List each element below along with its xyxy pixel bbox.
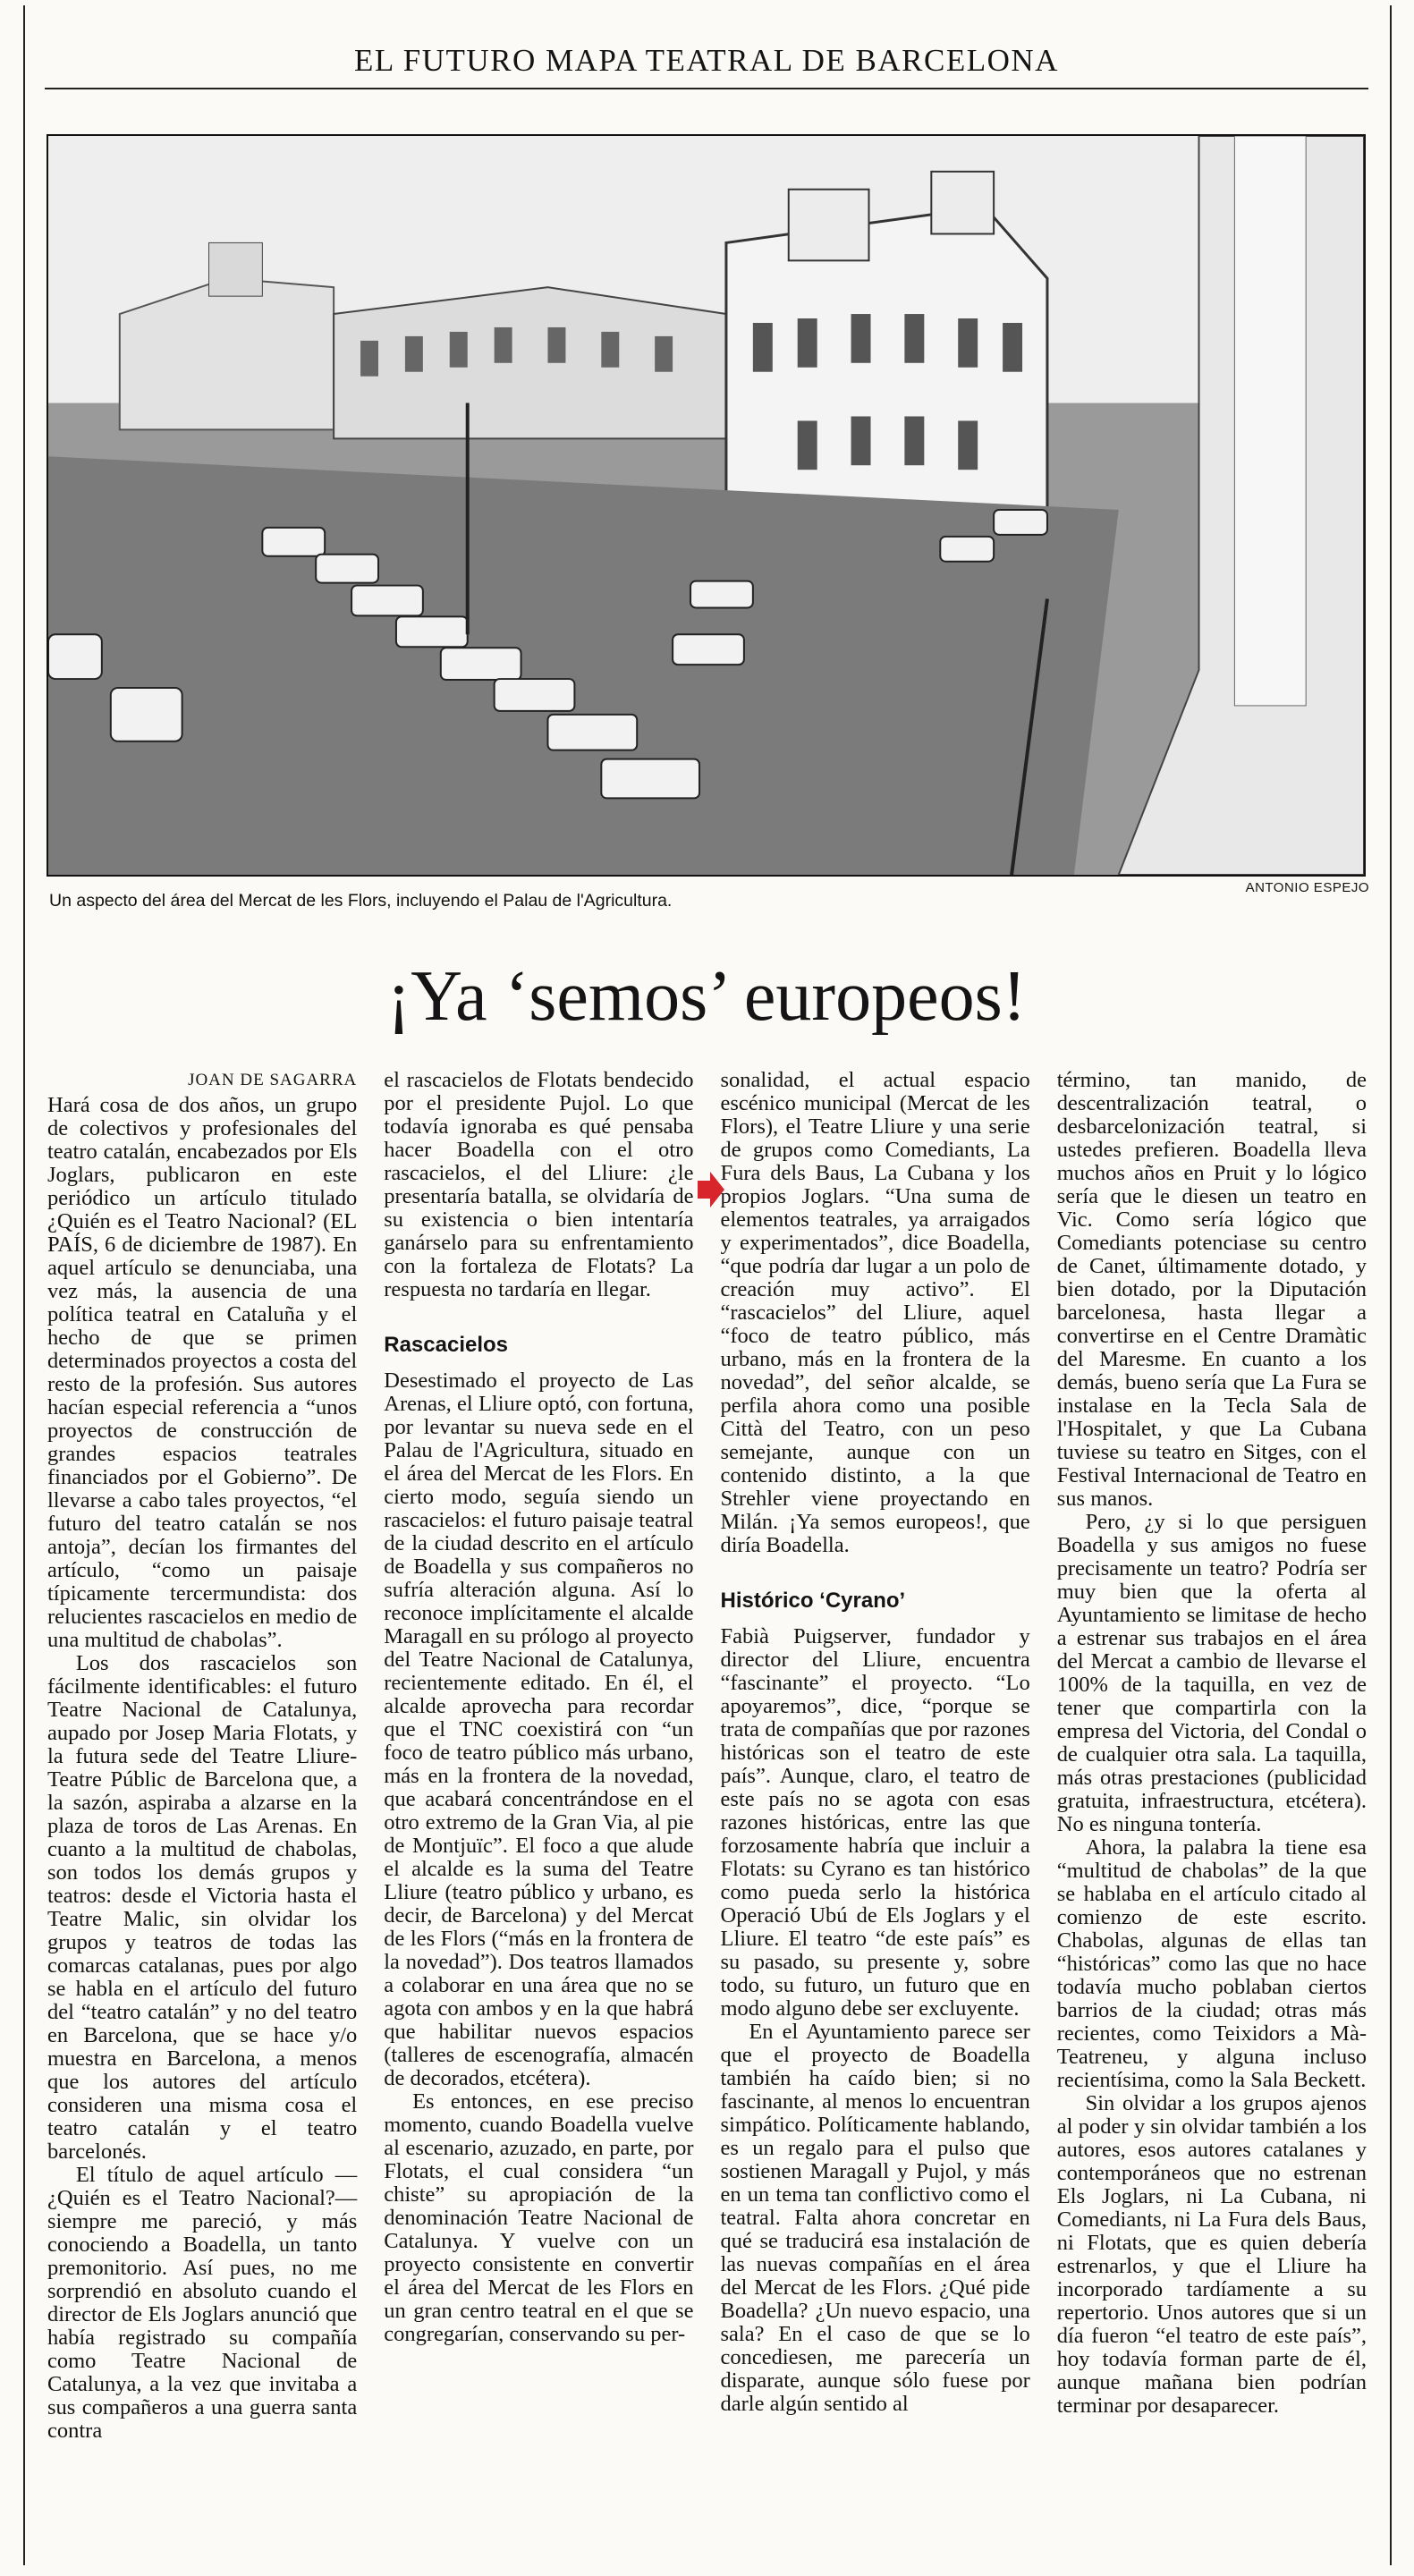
paragraph: Hará cosa de dos años, un grupo de colectivos y profesionales del teatro catalán, encabezados por Els Joglars, publicaron en este periódico un artículo titulado ¿Quién es el Teatro Nacional? (EL PAÍS, 6 de diciembre de 1987). En aquel artículo se denunciaba, una vez más, la ausencia de una política teatral en Cataluña y el hecho de que se primen determinados proyectos a costa del resto de la profesión. Sus autores hacían especial referencia a “unos proyectos de construcción de grandes espacios teatrales financiados por el Gobierno”. De llevarse a cabo tales proyectos, “el futuro del teatro catalán se nos antoja”, decían los firmantes del artículo, “como un paisaje típicamente tercermundista: dos relucientes rascacielos en medio de una multitud de chabolas”. bbox=[47, 1093, 358, 1652]
subheading: Rascacielos bbox=[384, 1333, 509, 1357]
paragraph: Fabià Puigserver, fundador y director del Lliure, encuentra “fascinante” el proyecto. “Lo apoyaremos”, dice, “porque se trata de compañías que por razones históricas son el teatro de este país”. Aunque, claro, el teatro de este país no se agota con esas razones históricas, entre las que forzosamente habría que incluir a Flotats: su Cyrano es tan histórico como pueda serlo la histórica Operació Ubú de Els Joglars y el Lliure. El teatro “de este país” es su pasado, su presente y, sobre todo, su futuro, un futuro que en modo alguno debe ser excluyente. bbox=[720, 1624, 1030, 2021]
article-column-4 bbox=[1057, 1069, 1367, 2443]
headline: ¡Ya ‘semos’ europeos! bbox=[386, 957, 1027, 1036]
photo-illustration bbox=[48, 136, 1364, 875]
paragraph: término, tan manido, de descentralización teatral, o desbarcelonización teatral, si ustedes prefieren. Boadella lleva muchos años en Pruit y lo lógico sería que le diesen un teatro en Vic. Como sería lógico que Comediants potenciase su centro de Canet, últimamente dotado, y bien dotado, por la Diputación barcelonesa, hasta llegar a convertirse en el Centre Dramàtic del Maresme. En cuanto a los demás, bueno sería que La Fura se instalase en la Tecla Sala de l'Hospitalet, y que La Cubana tuviese su teatro en Sitges, con el Festival Internacional de Teatro en sus manos. bbox=[1056, 1068, 1367, 1511]
photo-caption: Un aspecto del área del Mercat de les Flors, incluyendo el Palau de l'Agricultura. bbox=[49, 891, 673, 911]
paragraph: El título de aquel artículo —¿Quién es el Teatro Nacional?— siempre me pareció, y más conociendo a Boadella, un tanto premonitorio. Así pues, no me sorprendió en absoluto cuando el director de Els Joglars anunció que había registrado su compañía como Teatre Nacional de Catalunya, a la vez que invitaba a sus compañeros a una guerra santa contra bbox=[47, 2163, 358, 2443]
paragraph: el rascacielos de Flotats bendecido por el presidente Pujol. Lo que todavía ignoraba es qué pensaba hacer Boadella con el otro rascacielos, el del Lliure: ¿le presentaría batalla, se olvidaría de su existencia o bien intentaría ganárselo para su enfrentamiento con la fortaleza de Flotats? La respuesta no tardaría en llegar. bbox=[384, 1068, 694, 1301]
news-photo bbox=[47, 134, 1366, 877]
article-column-2 bbox=[384, 1069, 693, 2443]
article-body bbox=[47, 1069, 1367, 2443]
paragraph: Desestimado el proyecto de Las Arenas, el Lliure optó, con fortuna, por levantar su nueva sede en el Palau de l'Agricultura, situado en el área del Mercat de les Flors. En cierto modo, seguía siendo un rascacielos: el futuro paisaje teatral de la ciudad descrito en el artículo de Boadella y sus compañeros no sufría alteración alguna. Así lo reconoce implícitamente el alcalde Maragall en su prólogo al proyecto del Teatre Nacional de Catalunya, recientemente editado. En él, el alcalde aprovecha para recordar que el TNC coexistirá con “un foco de teatro público más urbano, más en la frontera de la novedad, que acabará concentrándose en el otro extremo de la Gran Via, al pie de Montjuïc”. El foco a que alude el alcalde es la suma del Teatre Lliure (teatro público y urbano, es decir, de Barcelona) y del Mercat de les Flors (“más en la frontera de la novedad”). Dos teatros llamados a colaborar en una área que no se agota con ambos y en la que habrá que habilitar nuevos espacios (talleres de escenografía, almacén de decorados, etcétera). bbox=[384, 1368, 694, 2090]
paragraph: Pero, ¿y si lo que persiguen Boadella y sus amigos no fuese precisamente un teatro? Podría ser muy bien que la oferta al Ayuntamiento se limitase de hecho a estrenar sus trabajos en el área del Mercat a cambio de llevarse el 100% de la taquilla, en vez de tener que compartirla con la empresa del Victoria, del Condal o de cualquier otra sala. La taquilla, más otras prestaciones (publicidad gratuita, infraestructura, etcétera). No es ninguna tontería. bbox=[1056, 1510, 1367, 1836]
section-header: EL FUTURO MAPA TEATRAL DE BARCELONA bbox=[354, 43, 1059, 78]
paragraph: En el Ayuntamiento parece ser que el proyecto de Boadella también ha caído bien; si no fascinante, al menos lo encuentran simpático. Políticamente hablando, es un regalo para el pulso que sostienen Maragall y Pujol, y más en un tema tan conflictivo como el teatral. Falta ahora concretar en qué se traducirá esa instalación de las nuevas compañías en el área del Mercat de les Flors. ¿Qué pide Boadella? ¿Un nuevo espacio, una sala? En el caso de que se lo concediesen, me parecería un disparate, aunque sólo fuese por darle algún sentido al bbox=[720, 2020, 1030, 2416]
photo-credit: ANTONIO ESPEJO bbox=[1245, 880, 1369, 895]
header-rule bbox=[45, 88, 1368, 89]
paragraph: sonalidad, el actual espacio escénico municipal (Mercat de les Flors), el Teatre Lliure y una serie de grupos como Comediants, La Fura dels Baus, La Cubana y los propios Joglars. “Una suma de elementos teatrales, ya arraigados y experimentados”, dice Boadella, “que podría dar lugar a un polo de creación muy activo”. El “rascacielos” del Lliure, aquel “foco de teatro público, más urbano, más en la frontera de la novedad”, del señor alcalde, se perfila ahora como una posible Città del Teatro, con un peso semejante, aunque con un contenido distinto, a la que Strehler viene proyectando en Milán. ¡Ya semos europeos!, que diría Boadella. bbox=[720, 1068, 1030, 1557]
byline: JOAN DE SAGARRA bbox=[188, 1071, 358, 1089]
article-column-3 bbox=[721, 1069, 1030, 2443]
paragraph: Sin olvidar a los grupos ajenos al poder y sin olvidar también a los autores, esos autores catalanes y contemporáneos que no estrenan Els Joglars, ni La Cubana, ni Comediants, ni La Fura dels Baus, ni Flotats, que es quien debería estrenarlos, y que el Lliure ha incorporado tardíamente a su repertorio. Unos autores que si un día fueron “el teatro de este país”, hoy todavía forman parte de él, aunque mañana bien podrían terminar por desaparecer. bbox=[1056, 2091, 1367, 2418]
paragraph: Ahora, la palabra la tiene esa “multitud de chabolas” de la que se hablaba en el artículo citado al comienzo de este escrito. Chabolas, algunas de ellas tan “históricas” como las que no hace todavía mucho poblaban ciertos barrios de la ciudad; otras más recientes, como Teixidors a Mà-Teatreneu, y alguna incluso recientísima, como la Sala Beckett. bbox=[1056, 1835, 1367, 2092]
paragraph: Los dos rascacielos son fácilmente identificables: el futuro Teatre Nacional de Catalunya, aupado por Josep Maria Flotats, y la futura sede del Teatre Lliure-Teatre Públic de Barcelona que, a la sazón, aspiraba a alzarse en la plaza de toros de Las Arenas. En cuanto a la multitud de chabolas, son todos los demás grupos y teatros: desde el Victoria hasta el Teatre Malic, sin olvidar los grupos y teatros de todas las comarcas catalanas, pues por algo se habla en el artículo del futuro del “teatro catalán” y no del teatro en Barcelona, que se hace y/o muestra en Barcelona, a menos que los autores del artículo consideren una misma cosa el teatro catalán y el teatro barcelonés. bbox=[47, 1651, 358, 2164]
paragraph: Es entonces, en ese preciso momento, cuando Boadella vuelve al escenario, azuzado, en parte, por Flotats, el cual considera “un chiste” su apropiación de la denominación Teatre Nacional de Catalunya. Y vuelve con un proyecto consistente en convertir el área del Mercat de les Flors en un gran centro teatral en el que se congregarían, conservando su per- bbox=[384, 2089, 694, 2346]
subheading: Histórico ‘Cyrano’ bbox=[720, 1589, 906, 1613]
article-column-1 bbox=[47, 1069, 357, 2443]
